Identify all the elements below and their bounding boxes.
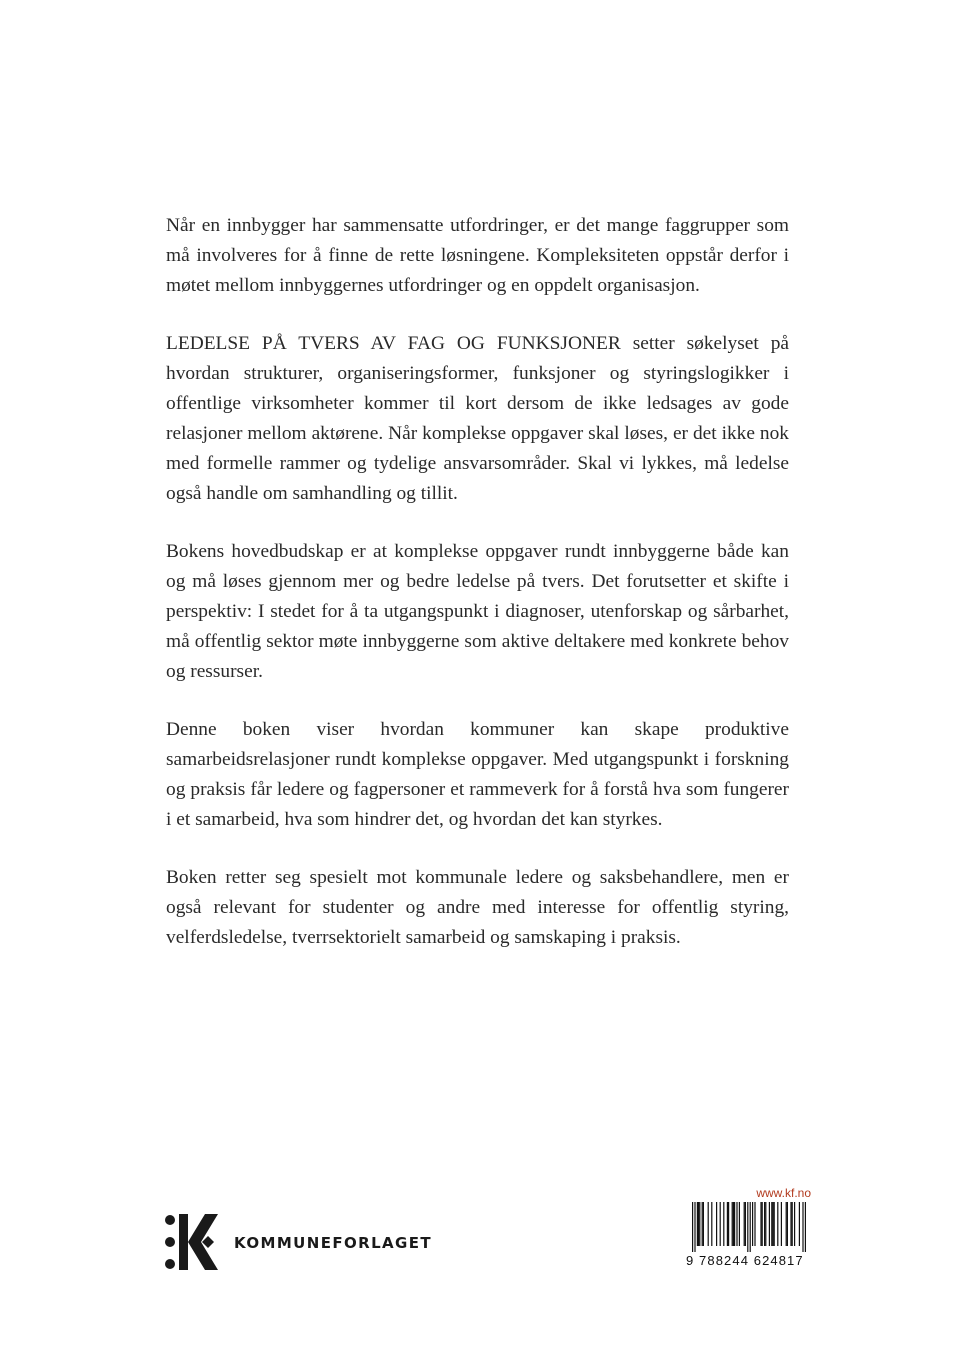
barcode-bar: [794, 1202, 795, 1246]
barcode-bar: [754, 1202, 755, 1246]
barcode-bar: [762, 1202, 763, 1246]
barcode-bar: [745, 1202, 746, 1246]
barcode-bar: [765, 1202, 766, 1246]
book-title-caps: LEDELSE PÅ TVERS AV FAG OG FUNKSJONER: [166, 333, 621, 354]
barcode-bar: [734, 1202, 735, 1246]
barcode-bar: [760, 1202, 761, 1246]
barcode-bar: [790, 1202, 791, 1246]
publisher-name: KOMMUNEFORLAGET: [234, 1234, 433, 1252]
barcode-bar: [727, 1202, 728, 1246]
barcode-bar: [716, 1202, 717, 1246]
barcode-bar: [736, 1202, 737, 1246]
barcode-bar: [733, 1202, 734, 1246]
barcode-bar: [769, 1202, 770, 1246]
barcode-bar: [787, 1202, 788, 1246]
barcode-bar: [702, 1202, 703, 1246]
barcode-bar: [720, 1202, 721, 1246]
barcode-bar: [711, 1202, 712, 1246]
barcode-bar: [703, 1202, 704, 1246]
barcode-bar: [777, 1202, 778, 1246]
barcode-bar: [774, 1202, 775, 1246]
barcode-bar: [739, 1202, 740, 1246]
isbn-digits: 9 788244 624817: [686, 1253, 804, 1268]
blurb-paragraph-2-text: setter søkelyset på hvordan strukturer, organiseringsformer, funksjoner og styringslogikker i offentlige virksomheter kommer til kort dersom de ikke ledsages av gode relasjoner mellom aktørene. Når komplekse oppgaver skal løses, er det ikke nok med formelle rammer og tydelige ansvarsområder. Skal vi lykkes, må ledelse også handle om samhandling og tillit.: [166, 333, 789, 504]
blurb-paragraph-1: Når en innbygger har sammensatte utfordringer, er det mange faggrupper som må involveres for å finne de rette løsningene. Kompleksiteten oppstår derfor i møtet mellom innbyggernes utfordringer og en oppdelt organisasjon.: [166, 215, 789, 296]
blurb-paragraph-3: Bokens hovedbudskap er at komplekse oppgaver rundt innbyggerne både kan og må løses gjennom mer og bedre ledelse på tvers. Det forutsetter et skifte i perspektiv: I stedet for å ta utgangspunkt i diagnoser, utenforskap og sårbarhet, må offentlig sektor møte innbyggerne som aktive deltakere med konkrete behov og ressurser.: [166, 541, 789, 682]
barcode-bar: [764, 1202, 765, 1246]
barcode-bar: [732, 1202, 733, 1246]
barcode-bar: [723, 1202, 724, 1246]
barcode-bar: [698, 1202, 699, 1246]
blurb-paragraph-5: Boken retter seg spesielt mot kommunale ledere og saksbehandlere, men er også relevant for studenter og andre med interesse for offentlig styring, velferdsledelse, tverrsektorielt samarbeid og samskaping i praksis.: [166, 867, 789, 948]
barcode-bar: [792, 1202, 793, 1246]
barcode-bar: [781, 1202, 782, 1246]
barcode-bar: [708, 1202, 709, 1246]
back-cover-blurb: [166, 211, 789, 981]
publisher-block: [162, 1214, 432, 1270]
barcode-bar: [805, 1202, 806, 1252]
barcode-bar: [786, 1202, 787, 1246]
barcode-bar: [747, 1202, 748, 1252]
website-link[interactable]: www.kf.no: [756, 1186, 811, 1200]
blurb-paragraph-4: Denne boken viser hvordan kommuner kan skape produktive samarbeidsrelasjoner rundt komplekse oppgaver. Med utgangspunkt i forskning og praksis får ledere og fagpersoner et rammeverk for å forstå hva som fungerer i et samarbeid, hva som hindrer det, og hvordan det kan styrkes.: [166, 719, 789, 830]
blurb-paragraph-2: [166, 329, 789, 509]
barcode-bars: [682, 1202, 812, 1252]
barcode-bar: [799, 1202, 800, 1246]
barcode-bar: [802, 1202, 803, 1252]
barcode-bar: [772, 1202, 773, 1246]
kommuneforlaget-logo-icon: [162, 1214, 220, 1270]
barcode-bar: [728, 1202, 729, 1246]
barcode-bar: [692, 1202, 693, 1252]
barcode-bar: [694, 1202, 695, 1252]
barcode-bar: [771, 1202, 772, 1246]
barcode-bar: [699, 1202, 700, 1246]
barcode-bar: [750, 1202, 751, 1252]
barcode-bar: [697, 1202, 698, 1246]
barcode-bar: [744, 1202, 745, 1246]
barcode-bar: [752, 1202, 753, 1246]
